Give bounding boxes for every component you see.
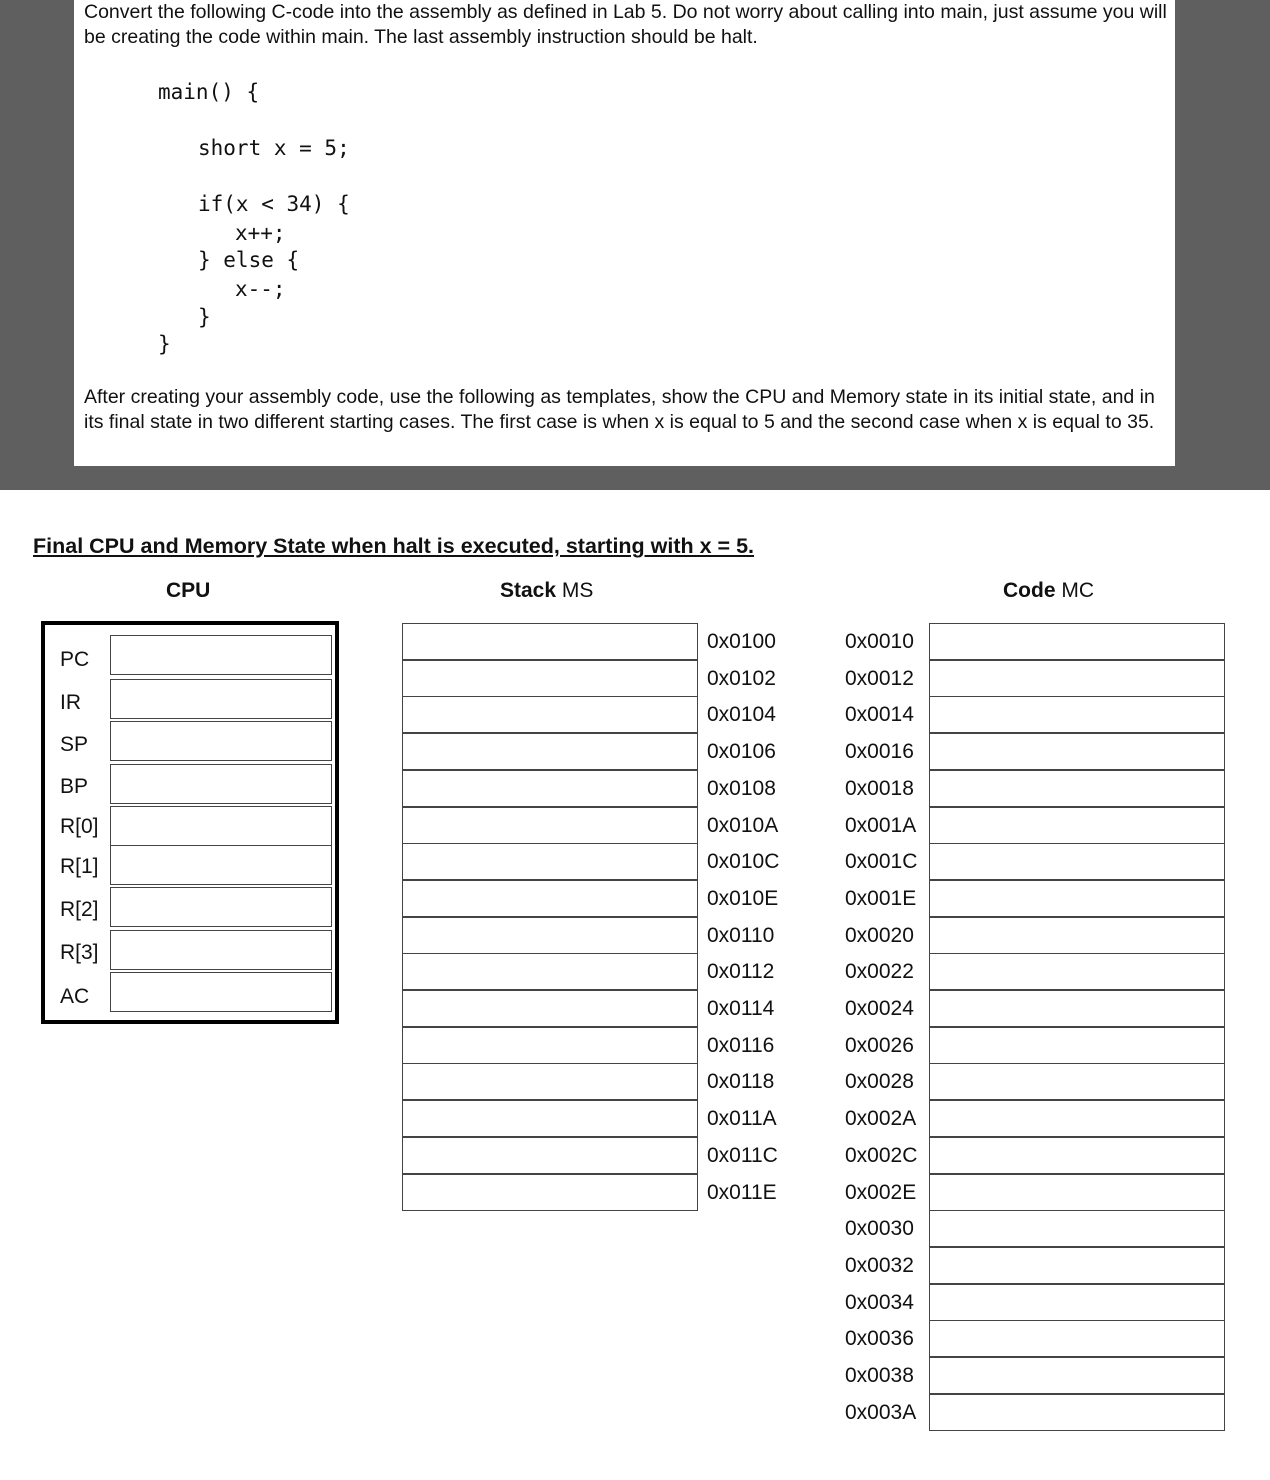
code-memory-cell[interactable] — [929, 1174, 1225, 1211]
code-address-label: 0x0024 — [845, 997, 914, 1020]
stack-memory-cell[interactable] — [402, 1174, 698, 1211]
code-memory-cell[interactable] — [929, 733, 1225, 770]
code-memory-cell[interactable] — [929, 660, 1225, 697]
code-heading: Code MC — [1003, 579, 1095, 602]
stack-address-label: 0x0116 — [707, 1033, 775, 1057]
stack-address-label: 0x0114 — [707, 997, 775, 1020]
register-value-cell-bp[interactable] — [110, 764, 332, 804]
register-label: IR — [60, 691, 81, 714]
register-label: R[0] — [60, 815, 99, 838]
register-label: SP — [60, 733, 89, 756]
stack-memory-cell[interactable] — [402, 953, 698, 990]
code-memory-cell[interactable] — [929, 623, 1225, 660]
stack-memory-cell[interactable] — [402, 1063, 698, 1100]
code-address-label: 0x001A — [845, 813, 917, 837]
code-line: x++; — [235, 221, 286, 245]
code-address-label: 0x0014 — [845, 703, 914, 727]
stack-address-label: 0x0100 — [707, 630, 776, 653]
code-address-label: 0x0012 — [845, 666, 914, 690]
stack-address-label: 0x010C — [707, 850, 780, 874]
stack-address-label: 0x0110 — [707, 923, 775, 947]
code-memory-cell[interactable] — [929, 696, 1225, 733]
section-title: Final CPU and Memory State when halt is executed, starting with x = 5. — [33, 534, 755, 558]
register-label: PC — [60, 648, 90, 671]
code-address-label: 0x002E — [845, 1180, 917, 1204]
code-address-label: 0x0030 — [845, 1217, 914, 1241]
code-address-label: 0x0032 — [845, 1253, 914, 1277]
register-value-cell-ac[interactable] — [110, 972, 332, 1012]
stack-address-label: 0x011E — [707, 1180, 777, 1204]
stack-address-label: 0x010E — [707, 886, 779, 910]
stack-memory-cell[interactable] — [402, 1027, 698, 1064]
stack-memory-cell[interactable] — [402, 660, 698, 697]
stack-address-label: 0x0106 — [707, 740, 776, 764]
code-address-label: 0x003A — [845, 1400, 917, 1424]
code-line: if(x < 34) { — [198, 192, 350, 216]
code-address-label: 0x0018 — [845, 776, 914, 800]
code-memory-cell[interactable] — [929, 917, 1225, 954]
register-value-cell-ir[interactable] — [110, 679, 332, 719]
question-intro: Convert the following C-code into the assembly as defined in Lab 5. Do not worry about calling into main, just assume you will be creating the code within main. The last assembly instruction should be halt. — [84, 1, 1167, 48]
code-line: } else { — [198, 248, 300, 272]
stack-address-label: 0x010A — [707, 813, 779, 837]
code-memory-cell[interactable] — [929, 1063, 1225, 1100]
register-label: R[1] — [60, 855, 99, 878]
register-value-cell-r0[interactable] — [110, 806, 332, 846]
code-memory-cell[interactable] — [929, 1320, 1225, 1357]
code-address-label: 0x0022 — [845, 960, 914, 984]
register-label: R[2] — [60, 898, 99, 921]
code-address-label: 0x001E — [845, 886, 917, 910]
code-line: x--; — [235, 277, 286, 301]
code-memory-cell[interactable] — [929, 1357, 1225, 1394]
register-value-cell-sp[interactable] — [110, 721, 332, 761]
code-line: main() { — [158, 80, 260, 104]
stack-memory-cell[interactable] — [402, 696, 698, 733]
stack-memory-cell[interactable] — [402, 623, 698, 660]
code-address-label: 0x0026 — [845, 1033, 914, 1057]
register-value-cell-r3[interactable] — [110, 930, 332, 970]
stack-memory-cell[interactable] — [402, 733, 698, 770]
stack-address-label: 0x011A — [707, 1107, 777, 1131]
cpu-register-panel — [41, 621, 339, 1024]
register-label: BP — [60, 775, 89, 798]
cpu-heading: CPU — [166, 579, 211, 602]
stack-address-label: 0x0108 — [707, 776, 776, 800]
stack-memory-cell[interactable] — [402, 1137, 698, 1174]
code-memory-cell[interactable] — [929, 953, 1225, 990]
stack-address-label: 0x011C — [707, 1143, 778, 1167]
code-line: short x = 5; — [198, 136, 350, 160]
code-address-label: 0x0038 — [845, 1364, 914, 1387]
stack-memory-cell[interactable] — [402, 917, 698, 954]
code-address-label: 0x0028 — [845, 1070, 914, 1094]
question-instructions: After creating your assembly code, use the following as templates, show the CPU and Memory state in its initial state, and in its final state in two different starting cases. The first case is when x is equal to 5 and the second case when x is equal to 35. — [84, 386, 1155, 433]
code-address-label: 0x0016 — [845, 740, 914, 764]
code-memory-cell[interactable] — [929, 1100, 1225, 1137]
code-memory-cell[interactable] — [929, 843, 1225, 880]
stack-memory-cell[interactable] — [402, 990, 698, 1027]
code-line: } — [198, 305, 211, 329]
code-memory-cell[interactable] — [929, 1247, 1225, 1284]
register-value-cell-r1[interactable] — [110, 845, 332, 885]
code-address-label: 0x001C — [845, 850, 918, 874]
stack-memory-cell[interactable] — [402, 770, 698, 807]
code-address-label: 0x0034 — [845, 1290, 914, 1314]
register-value-cell-r2[interactable] — [110, 887, 332, 927]
stack-memory-cell[interactable] — [402, 843, 698, 880]
code-line: } — [158, 332, 171, 356]
register-label: AC — [60, 985, 90, 1008]
register-label: R[3] — [60, 941, 99, 964]
code-memory-cell[interactable] — [929, 1394, 1225, 1431]
stack-heading: Stack MS — [500, 579, 594, 602]
code-memory-cell[interactable] — [929, 807, 1225, 844]
code-memory-cell[interactable] — [929, 1210, 1225, 1247]
code-memory-cell[interactable] — [929, 880, 1225, 917]
stack-address-label: 0x0118 — [707, 1070, 775, 1094]
question-card — [74, 0, 1175, 466]
code-memory-cell[interactable] — [929, 990, 1225, 1027]
code-address-label: 0x0010 — [845, 630, 914, 653]
register-value-cell-pc[interactable] — [110, 635, 332, 675]
stack-memory-cell[interactable] — [402, 807, 698, 844]
code-address-label: 0x0020 — [845, 923, 914, 947]
stack-memory-cell[interactable] — [402, 1100, 698, 1137]
code-address-label: 0x002A — [845, 1107, 917, 1131]
code-address-label: 0x002C — [845, 1143, 918, 1167]
stack-memory-cell[interactable] — [402, 880, 698, 917]
code-memory-cell[interactable] — [929, 770, 1225, 807]
stack-address-label: 0x0102 — [707, 666, 776, 690]
stack-address-label: 0x0104 — [707, 703, 776, 727]
stack-address-label: 0x0112 — [707, 960, 775, 984]
question-background — [0, 0, 1270, 490]
code-memory-cell[interactable] — [929, 1137, 1225, 1174]
code-memory-cell[interactable] — [929, 1284, 1225, 1321]
code-memory-cell[interactable] — [929, 1027, 1225, 1064]
code-address-label: 0x0036 — [845, 1327, 914, 1351]
